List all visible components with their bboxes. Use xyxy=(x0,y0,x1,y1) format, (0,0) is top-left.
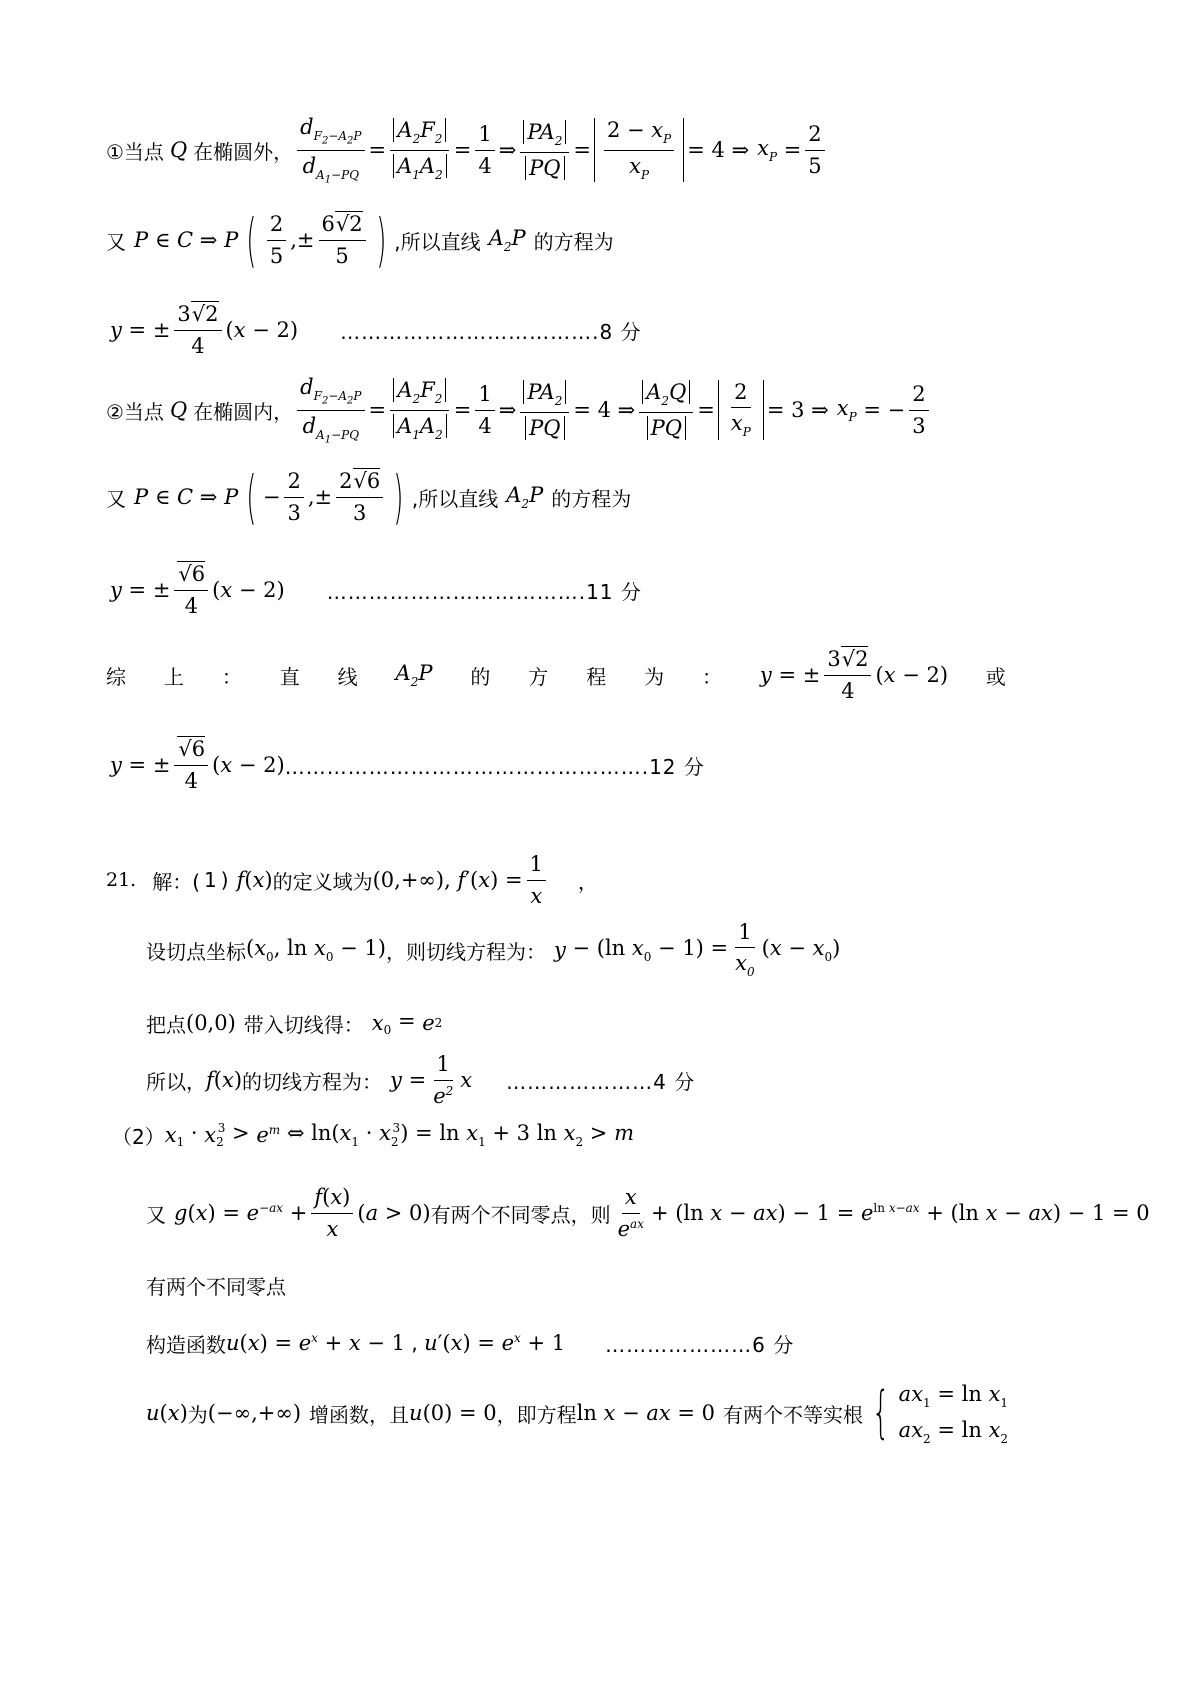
score-12: …………………………………………….12 分 xyxy=(284,754,705,779)
increasing-label: 增函数，且 xyxy=(309,1402,410,1427)
also-label-2: 又 xyxy=(106,486,126,511)
line-result-12: y = ± $\frac{√6}{4}$ (x − 2) …………………………………………….12 分 xyxy=(110,737,705,793)
construct-label: 构造函数 xyxy=(146,1332,226,1357)
summary-char: 综 xyxy=(106,664,126,689)
summary-char: 方 xyxy=(528,664,549,689)
so-label: 所以， xyxy=(146,1069,206,1094)
equation-label: ，即方程 xyxy=(496,1402,577,1427)
case1-head: ①当点 xyxy=(106,139,164,164)
summary-char: ： xyxy=(702,664,723,689)
summary-char: 直 xyxy=(279,664,300,689)
line-plug-point: 把点 (0,0) 带入切线得： x $_0$ = e 2 xyxy=(146,1009,443,1037)
line-case2-inside: ②当点 Q 在椭圆内， $\frac{d_{F_2-A_2P}}{d_{A_1-PQ}}$ = $\frac{A_2F_2}{A_1A_2}$ = $\frac{1}{4}$ ⇒ $\frac{PA_2}{PQ}$ = 4 ⇒ $\frac{A_2Q}{PQ}$ = $\frac{2}{x_P}$ = 3 ⇒ $x_P$ = − $\frac{2}{3}$ xyxy=(106,375,933,445)
summary-char: 线 xyxy=(337,664,358,689)
q21-close: ) xyxy=(220,868,229,892)
line-case1-outside: ①当点 Q 在椭圆外， $\frac{d_{F_2-A_2P}}{d_{A_1-PQ}}$ = $\frac{A_2F_2}{A_1A_2}$ = $\frac{1}{4}$ ⇒ $\frac{PA_2}{PQ}$ = $\frac{2 - x_P}{x_P}$ = 4 ⇒ $x_P$ = $\frac{2}{5}$ xyxy=(106,115,829,185)
left-brace-icon: { xyxy=(871,1380,890,1445)
score-4: …………………4 分 xyxy=(506,1069,696,1094)
case2-head: ②当点 xyxy=(106,399,164,424)
summary-or: 或 xyxy=(985,664,1006,689)
line-result-8: y = ± $\frac{3√2}{4}$ (x − 2) ……………………………….8 分 xyxy=(110,302,642,358)
tangent-label: 设切点坐标 xyxy=(146,939,246,964)
score-11: ……………………………….11 分 xyxy=(326,579,642,604)
line-tangent-eq: 设切点坐标 ($x_0$, $\ln x_0 - 1$) ，则切线方程为： y − (ln $x_0 - 1$) = $\frac{1}{x_0}$ $(x - x_0)$ xyxy=(146,920,841,980)
plug-label: 把点 xyxy=(146,1012,186,1037)
so-line-label: ,所以直线 xyxy=(394,229,481,254)
u-is-label: 为 xyxy=(187,1402,208,1427)
q21-solve: 解：( xyxy=(152,869,201,894)
line-tangent-result: 所以， f (x) 的切线方程为： y = $\frac{1}{e^2}$ x …………………4 分 xyxy=(146,1052,696,1108)
summary-char: 为 xyxy=(644,664,665,689)
eq-for-label-2: 的方程为 xyxy=(551,486,632,511)
case1-mid: 在椭圆外， xyxy=(193,139,294,164)
tangent-eq-label: ，则切线方程为： xyxy=(385,939,546,964)
math-frac-abs1: $\frac{A_2F_2}{A_1A_2}$ xyxy=(390,118,450,183)
also-label: 又 xyxy=(106,229,126,254)
line-g-function: 又 g $(x) = e^{-ax}$ + $\frac{f(x)}{x}$ (a > 0) 有两个不同零点，则 $\frac{x}{e^{ax}}$ + (ln $x - ax) - 1 = e^{ln x-ax} + (\ln$ x − ax) − 1 = 0 xyxy=(146,1185,1150,1241)
line-part2: （2） x $_1$ · x $_2^3$ > $e^m$ ⇔ $\ln(x_1 \cdot x_2^3) = \ln x_1 + 3$ $\ln x_2 > m$ xyxy=(112,1121,634,1149)
math-summary-eq: y = ± $\frac{3√2}{4}$ (x − 2) xyxy=(759,647,949,703)
summary-char: 的 xyxy=(470,664,491,689)
score-6: …………………6 分 xyxy=(605,1332,795,1357)
line-point-P-inside: 又 P ∈ C ⇒ P ( − $\frac{2}{3}$ ,± $\frac{2√6}{3}$ ) ,所以直线 $A_2P$ 的方程为 xyxy=(106,463,632,531)
math-point-coords: ( $\frac{2}{5}$ ,± $\frac{6√2}{5}$ ) xyxy=(246,206,387,274)
line-two-zeros xyxy=(146,1265,286,1305)
score-8: ……………………………….8 分 xyxy=(340,319,642,344)
math-abs-2-xp: $\frac{2 - x_P}{x_P}$ xyxy=(594,118,684,183)
math-Q: Q xyxy=(169,138,188,162)
summary-char: 上 xyxy=(163,664,184,689)
also-label-3: 又 xyxy=(146,1202,166,1227)
line-summary xyxy=(106,645,1006,705)
comma: ， xyxy=(577,869,598,894)
math-frac-1-4: $\frac{1}{4}$ xyxy=(475,122,494,177)
so-line-label-2: ,所以直线 xyxy=(411,486,499,511)
q21-part: 1 xyxy=(204,868,217,892)
domain-label: 的定义域为 xyxy=(272,869,373,894)
line-point-P-outside: 又 P ∈ C ⇒ P ( $\frac{2}{5}$ ,± $\frac{6√2}{5}$ ) ,所以直线 $A_2P$ 的方程为 xyxy=(106,206,614,274)
two-roots-label: 有两个不等实根 xyxy=(723,1402,864,1427)
zeros-label: 有两个不同零点，则 xyxy=(430,1202,611,1227)
math-frac-2-5: $\frac{2}{5}$ xyxy=(805,122,824,177)
math-frac-d-ratio: $\frac{d_{F_2-A_2P}}{d_{A_1-PQ}}$ xyxy=(297,115,364,186)
two-zeros-label: 有两个不同零点 xyxy=(146,1274,286,1299)
question-number: 21. xyxy=(106,869,137,891)
line-q21-domain: 21. 解：( 1 ) f (x) 的定义域为 (0,+∞), f′(x) = $\frac{1}{x}$ ， xyxy=(106,852,598,908)
summary-char: ： xyxy=(221,664,242,689)
summary-char: 程 xyxy=(586,664,607,689)
line-u-increasing: u (x) 为 (−∞,+∞) 增函数，且 u (0) = 0 ，即方程 ln x − ax = 0 有两个不等实根 { $ax_1 = \ln x_1$ $ax_2 = \ln x_2$ xyxy=(146,1380,1009,1446)
plug-result-label: 带入切线得： xyxy=(243,1012,364,1037)
line-result-11: y = ± $\frac{√6}{4}$ (x − 2) ……………………………….11 分 xyxy=(110,562,642,618)
case2-mid: 在椭圆内， xyxy=(193,399,294,424)
tangent-result-label: 的切线方程为： xyxy=(242,1069,383,1094)
math-frac-PA2-PQ: $\frac{PA_2}{PQ}$ xyxy=(520,120,569,180)
eq-for-label: 的方程为 xyxy=(533,229,614,254)
math-A2P: $A_2P$ xyxy=(395,661,433,689)
part2-label: （2） xyxy=(112,1124,165,1149)
line-construct-u: 构造函数 u $(x) = e^x + x - 1$ , u $'(x) = e^x + 1$ …………………6 分 xyxy=(146,1323,794,1363)
